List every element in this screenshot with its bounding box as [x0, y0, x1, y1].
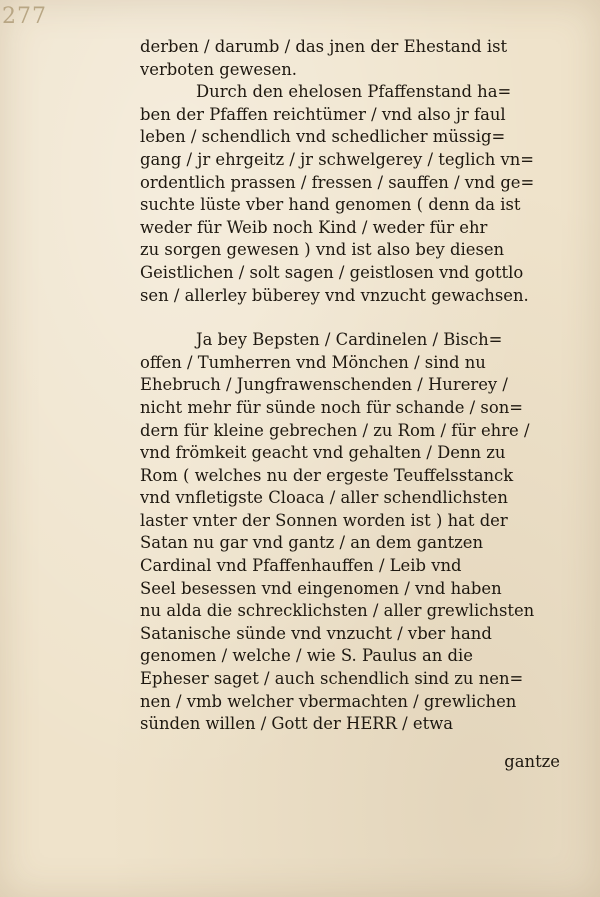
text-line: nu alda die schrecklichsten / aller grewlichsten [140, 601, 535, 621]
text-line: Rom ( welches nu der ergeste Teuffelsstanck [140, 465, 514, 485]
paragraph-spacer [140, 307, 570, 329]
text-line: suchte lüste vber hand genomen ( denn da ist [140, 195, 521, 215]
text-line: genomen / welche / wie S. Paulus an die [140, 646, 473, 666]
text-line: Satanische sünde vnd vnzucht / vber hand [140, 623, 492, 643]
folio-number: 277 [2, 4, 47, 29]
text-line: weder für Weib noch Kind / weder für ehr [140, 217, 488, 237]
text-line: sünden willen / Gott der HERR / etwa [140, 714, 453, 734]
text-line: derben / darumb / das jnen der Ehestand ist [140, 37, 508, 56]
text-line: vnd vnfletigste Cloaca / aller schendlichsten [140, 488, 508, 508]
text-line: sen / allerley büberey vnd vnzucht gewachsen. [140, 285, 529, 305]
text-line: Satan nu gar vnd gantz / an dem gantzen [140, 533, 484, 553]
text-line: verboten gewesen. [140, 59, 298, 79]
text-line: Geistlichen / solt sagen / geistlosen vnd gottlo [140, 262, 524, 282]
text-line: nen / vmb welcher vbermachten / grewlichen [140, 691, 517, 711]
paragraph-1 [140, 36, 570, 81]
text-line: Cardinal vnd Pfaffenhauffen / Leib vnd [140, 556, 462, 576]
text-line: vnd frömkeit geacht vnd gehalten / Denn zu [140, 443, 506, 463]
text-line: nicht mehr für sünde noch für schande / son= [140, 397, 523, 417]
text-line: ordentlich prassen / fressen / sauffen / vnd ge= [140, 172, 535, 192]
text-line: leben / schendlich vnd schedlicher müssig= [140, 127, 506, 147]
text-line: Ehebruch / Jungfrawenschenden / Hurerey / [140, 375, 508, 395]
text-line: Seel besessen vnd eingenomen / vnd haben [140, 578, 502, 598]
paragraph-3 [140, 329, 570, 736]
text-line: Durch den ehelosen Pfaffenstand ha= [196, 82, 512, 102]
text-line: dern für kleine gebrechen / zu Rom / für ehre / [140, 420, 530, 440]
text-line: gang / jr ehrgeitz / jr schwelgerey / teglich vn= [140, 149, 535, 169]
paragraph-2 [140, 81, 570, 307]
text-line: Ja bey Bepsten / Cardinelen / Bisch= [196, 330, 503, 350]
text-line: zu sorgen gewesen ) vnd ist also bey diesen [140, 240, 505, 260]
text-line: ben der Pfaffen reichtümer / vnd also jr faul [140, 104, 506, 124]
text-block [140, 36, 570, 736]
text-line: laster vnter der Sonnen worden ist ) hat der [140, 510, 508, 530]
text-line: Epheser saget / auch schendlich sind zu nen= [140, 669, 524, 689]
text-line: offen / Tumherren vnd Mönchen / sind nu [140, 352, 486, 372]
catchword: gantze [504, 752, 560, 771]
